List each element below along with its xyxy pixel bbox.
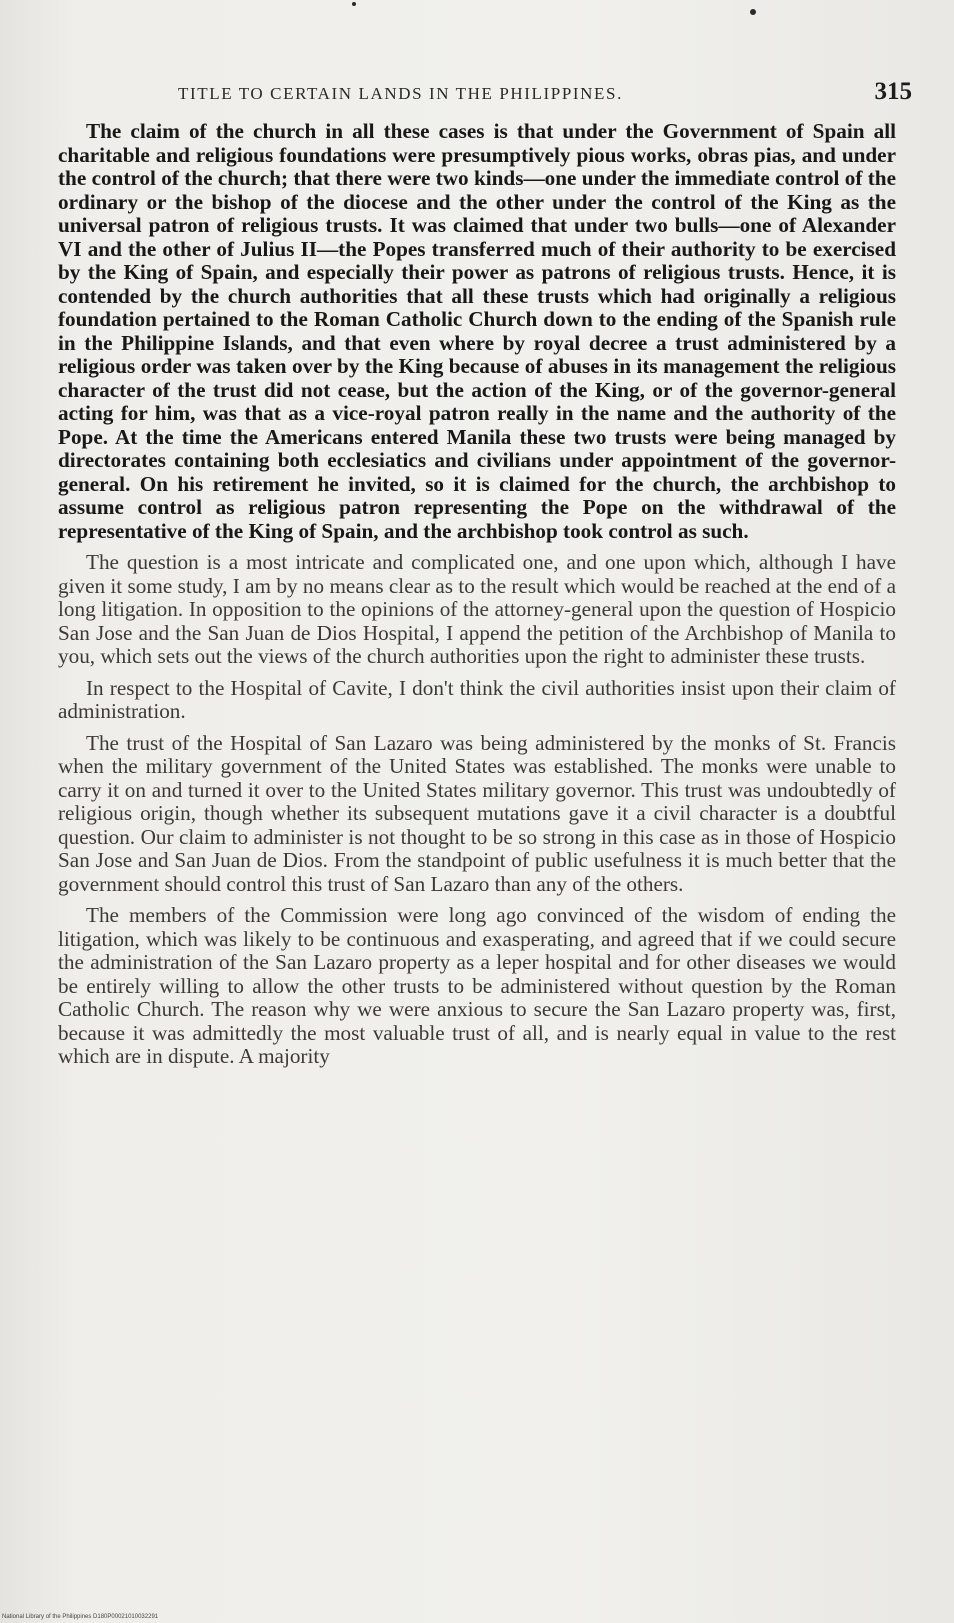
paragraph: The claim of the church in all these cases is that under the Government of Spain all charitable and religious foundations were presumptively pious works, obras pias, and under the control of the church; that there were two kinds—one under the immediate control of the ordinary or the bishop of the diocese and the other under the control of the King as the universal patron of religious trusts. It was claimed that under two bulls—one of Alexander VI and the other of Julius II—the Popes transferred much of their authority to be exercised by the King of Spain, and especially their power as patrons of religious trusts. Hence, it is contended by the church authorities that all these trusts which had originally a religious foundation pertained to the Roman Catholic Church down to the ending of the Spanish rule in the Philippine Islands, and that even where by royal decree a trust administered by a religious order was taken over by the King because of abuses in its management the religious character of the trust did not cease, but the action of the King, or of the governor-general acting for him, was that as a vice-royal patron really in the name and the authority of the Pope. At the time the Americans entered Manila these two trusts were being managed by directorates containing both ecclesiatics and civilians under appointment of the governor-general. On his retirement he invited, so it is claimed for the church, the archbishop to assume control as religious patron representing the Pope on the withdrawal of the representative of the King of Spain, and the archbishop took control as such. [58, 120, 896, 543]
library-stamp: National Library of the Philippines D180P00021010032291 [2, 1614, 159, 1620]
paragraph: In respect to the Hospital of Cavite, I don't think the civil authorities insist upon their claim of administration. [58, 675, 896, 723]
running-title: TITLE TO CERTAIN LANDS IN THE PHILIPPINES. [178, 84, 623, 103]
page-number: 315 [874, 78, 912, 105]
page-header [178, 78, 912, 118]
ink-speck [750, 9, 756, 15]
paragraph: The question is a most intricate and complicated one, and one upon which, although I have given it some study, I am by no means clear as to the result which would be reached at the end of a long litigation. In opposition to the opinions of the attorney-general upon the question of Hospicio San Jose and the San Juan de Dios Hospital, I append the petition of the Archbishop of Manila to you, which sets out the views of the church authorities upon the right to administer these trusts. [58, 550, 896, 668]
paragraph: The trust of the Hospital of San Lazaro was being administered by the monks of St. Francis when the military government of the United States was established. The monks were unable to carry it on and turned it over to the United States military governor. This trust was undoubtedly of religious origin, though whether its subsequent mutations gave it a civil character is a doubtful question. Our claim to administer is not thought to be so strong in this case as in those of Hospicio San Jose and San Juan de Dios. From the standpoint of public usefulness it is much better that the government should control this trust of San Lazaro than any of the others. [58, 730, 896, 896]
paragraph: The members of the Commission were long ago convinced of the wisdom of ending the litigation, which was likely to be continuous and exasperating, and agreed that if we could secure the administration of the San Lazaro property as a leper hospital and for other diseases we would be entirely willing to allow the other trusts to be administered without question by the Roman Catholic Church. The reason why we were anxious to secure the San Lazaro property was, first, because it was admittedly the most valuable trust of all, and is nearly equal in value to the rest which are in dispute. A majority [58, 903, 896, 1068]
ink-speck [352, 2, 356, 6]
body-text [58, 120, 896, 1540]
